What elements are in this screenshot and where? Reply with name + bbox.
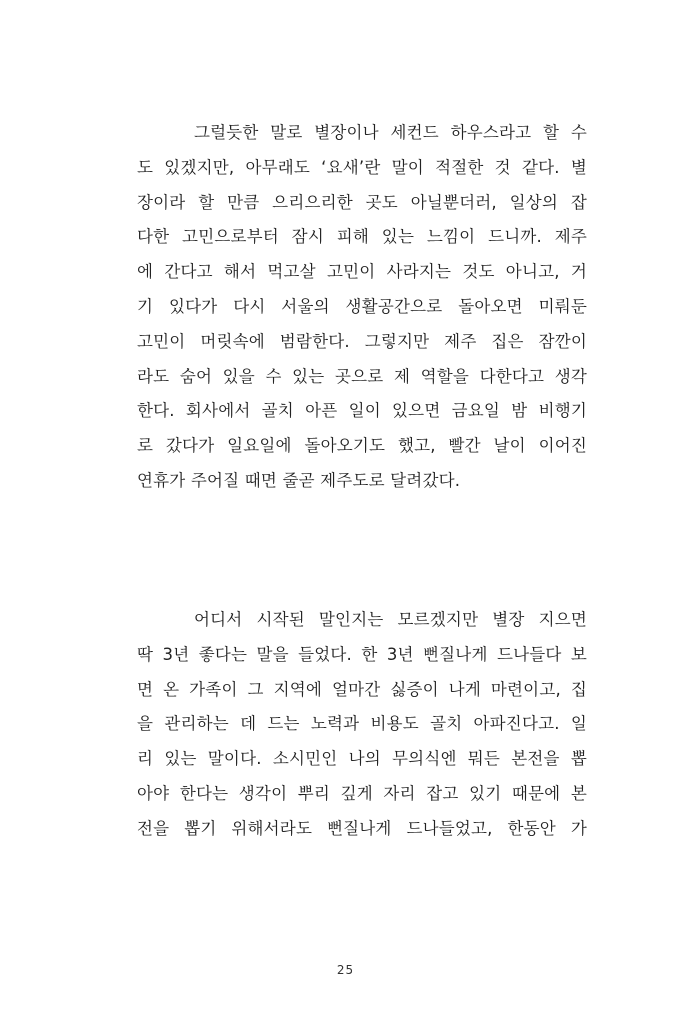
text-line: 면 온 가족이 그 지역에 얼마간 싫증이 나게 마련이고, 집 [137, 679, 587, 699]
text-line: 딱 3년 좋다는 말을 들었다. 한 3년 뻔질나게 드나들다 보 [137, 644, 587, 664]
text-line: 연휴가 주어질 때면 줄곧 제주도로 달려갔다. [137, 470, 461, 490]
text-line: 도 있겠지만, 아무래도 ‘요새’란 말이 적절한 것 같다. 별 [137, 157, 587, 177]
text-line: 에 간다고 해서 먹고살 고민이 사라지는 것도 아니고, 거 [137, 262, 587, 282]
text-line: 다한 고민으로부터 잠시 피해 있는 느낌이 드니까. 제주 [137, 227, 587, 247]
text-line: 전을 뽑기 위해서라도 뻔질나게 드나들었고, 한동안 가 [137, 818, 587, 838]
text-line: 고민이 머릿속에 범람한다. 그렇지만 제주 집은 잠깐이 [137, 331, 587, 351]
page-number: 25 [336, 963, 355, 977]
text-line: 장이라 할 만큼 으리으리한 곳도 아닐뿐더러, 일상의 잡 [137, 192, 587, 212]
text-line: 기 있다가 다시 서울의 생활공간으로 돌아오면 미뤄둔 [137, 296, 587, 316]
text-line: 아야 한다는 생각이 뿌리 깊게 자리 잡고 있기 때문에 본 [137, 783, 587, 803]
paragraph-2 [137, 603, 587, 847]
text-line: 라도 숨어 있을 수 있는 곳으로 제 역할을 다한다고 생각 [137, 366, 587, 386]
text-line: 로 갔다가 일요일에 돌아오기도 했고, 빨간 날이 이어진 [137, 436, 587, 456]
text-line: 을 관리하는 데 드는 노력과 비용도 골치 아파진다고. 일 [137, 714, 587, 734]
text-line: 그럴듯한 말로 별장이나 세컨드 하우스라고 할 수 [194, 123, 587, 142]
text-line: 어디서 시작된 말인지는 모르겠지만 별장 지으면 [194, 610, 587, 629]
text-line: 리 있는 말이다. 소시민인 나의 무의식엔 뭐든 본전을 뽑 [137, 749, 587, 769]
paragraph-1 [137, 116, 587, 499]
text-line: 한다. 회사에서 골치 아픈 일이 있으면 금요일 밤 비행기 [137, 401, 587, 421]
